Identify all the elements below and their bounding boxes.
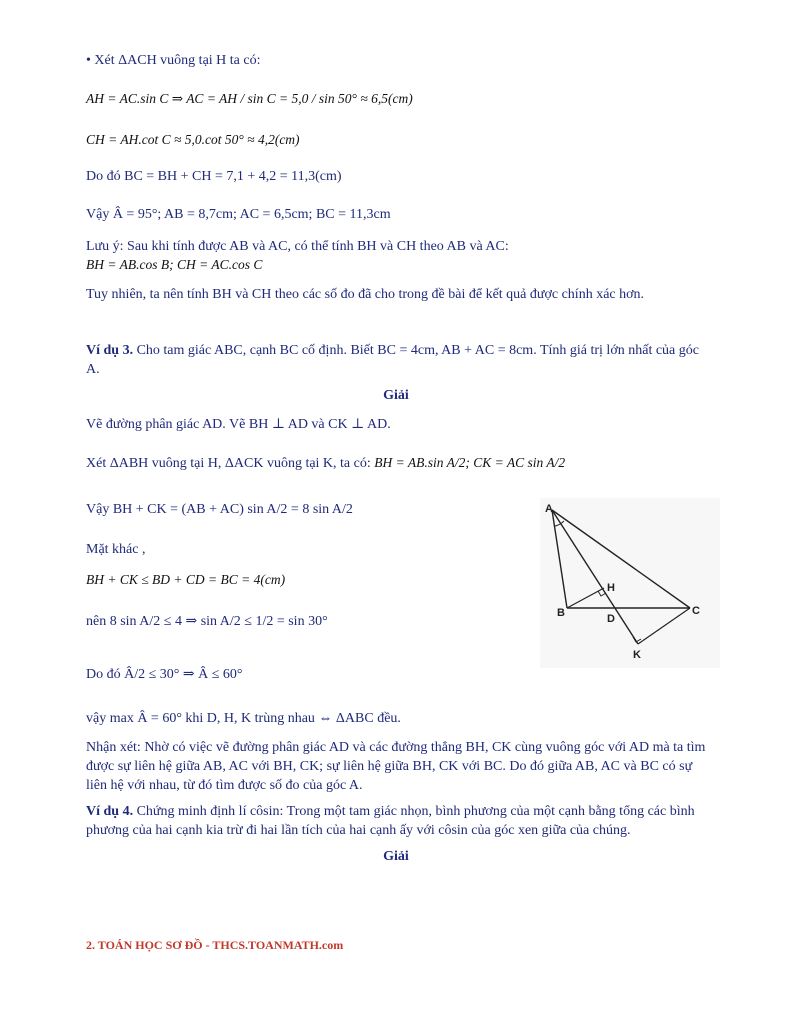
formula-fragment: BH = AB.sin A/2; CK = AC sin A/2 xyxy=(374,455,566,470)
remark-paragraph: Nhận xét: Nhờ có việc vẽ đường phân giác AD và các đường thẳng BH, CK cùng vuông góc với AD mà ta tìm được sự liên hệ giữa AB, AC với BH, CK; sự liên hệ giữa BH, CK với BC. Do đó giữa AB, AC và BC có sự liên hệ với nhau, từ đó tìm được số đo của góc A. xyxy=(86,740,706,793)
label-d: D xyxy=(607,613,615,625)
label-c: C xyxy=(692,605,700,617)
text-line: Vẽ đường phân giác AD. Vẽ BH ⊥ AD và CK ⊥ AD. xyxy=(86,417,391,432)
text-line: vậy max Â = 60° khi D, H, K trùng nhau ⇔ ΔABC đều. xyxy=(86,711,401,726)
formula-line: BH + CK ≤ BD + CD = BC = 4(cm) xyxy=(86,572,286,587)
label-h: H xyxy=(607,582,615,594)
example-4 xyxy=(86,802,706,840)
example-3 xyxy=(86,341,706,379)
figure-background xyxy=(540,498,720,668)
page-footer xyxy=(86,938,343,953)
example-text: Cho tam giác ABC, cạnh BC cố định. Biết BC = 4cm, AB + AC = 8cm. Tính giá trị lớn nhất của góc A. xyxy=(86,343,699,377)
text-line: Vậy Â = 95°; AB = 8,7cm; AC = 6,5cm; BC = 11,3cm xyxy=(86,207,391,222)
text-fragment: Xét ΔABH vuông tại H, ΔACK vuông tại K, ta có: xyxy=(86,456,375,471)
text-line: Vậy BH + CK = (AB + AC) sin A/2 = 8 sin A/2 xyxy=(86,502,353,517)
example-label: Ví dụ 4. xyxy=(86,804,134,819)
solution-heading: Giải xyxy=(383,849,409,864)
example-text: Chứng minh định lí côsin: Trong một tam giác nhọn, bình phương của một cạnh bằng tổng các bình phương của hai cạnh kia trừ đi hai lần tích của hai cạnh ấy với côsin của góc xen giữa của chúng. xyxy=(86,804,695,838)
text-line xyxy=(86,454,565,473)
label-k: K xyxy=(633,649,641,661)
formula-line: CH = AH.cot C ≈ 5,0.cot 50° ≈ 4,2(cm) xyxy=(86,132,300,147)
page-number: 2 xyxy=(86,938,92,952)
text-line: Lưu ý: Sau khi tính được AB và AC, có thể tính BH và CH theo AB và AC: xyxy=(86,239,509,254)
formula-line: BH = AB.cos B; CH = AC.cos C xyxy=(86,257,263,272)
label-a: A xyxy=(545,503,553,515)
formula-line: AH = AC.sin C ⇒ AC = AH / sin C = 5,0 / sin 50° ≈ 6,5(cm) xyxy=(86,91,413,106)
text-line: Tuy nhiên, ta nên tính BH và CH theo các số đo đã cho trong đề bài để kết quả được chính xác hơn. xyxy=(86,287,645,302)
solution-heading: Giải xyxy=(383,388,409,403)
text-line: Do đó BC = BH + CH = 7,1 + 4,2 = 11,3(cm) xyxy=(86,169,342,184)
triangle-figure xyxy=(540,498,720,668)
text-line: nên 8 sin A/2 ≤ 4 ⇒ sin A/2 ≤ 1/2 = sin 30° xyxy=(86,614,328,629)
text-line: Mặt khác , xyxy=(86,542,146,557)
footer-text: . TOÁN HỌC SƠ ĐỒ - THCS.TOANMATH.com xyxy=(92,938,344,952)
text-line: Do đó Â/2 ≤ 30° ⇒ Â ≤ 60° xyxy=(86,667,243,682)
label-b: B xyxy=(557,607,565,619)
example-label: Ví dụ 3. xyxy=(86,343,134,358)
text-line: • Xét ΔACH vuông tại H ta có: xyxy=(86,53,261,68)
